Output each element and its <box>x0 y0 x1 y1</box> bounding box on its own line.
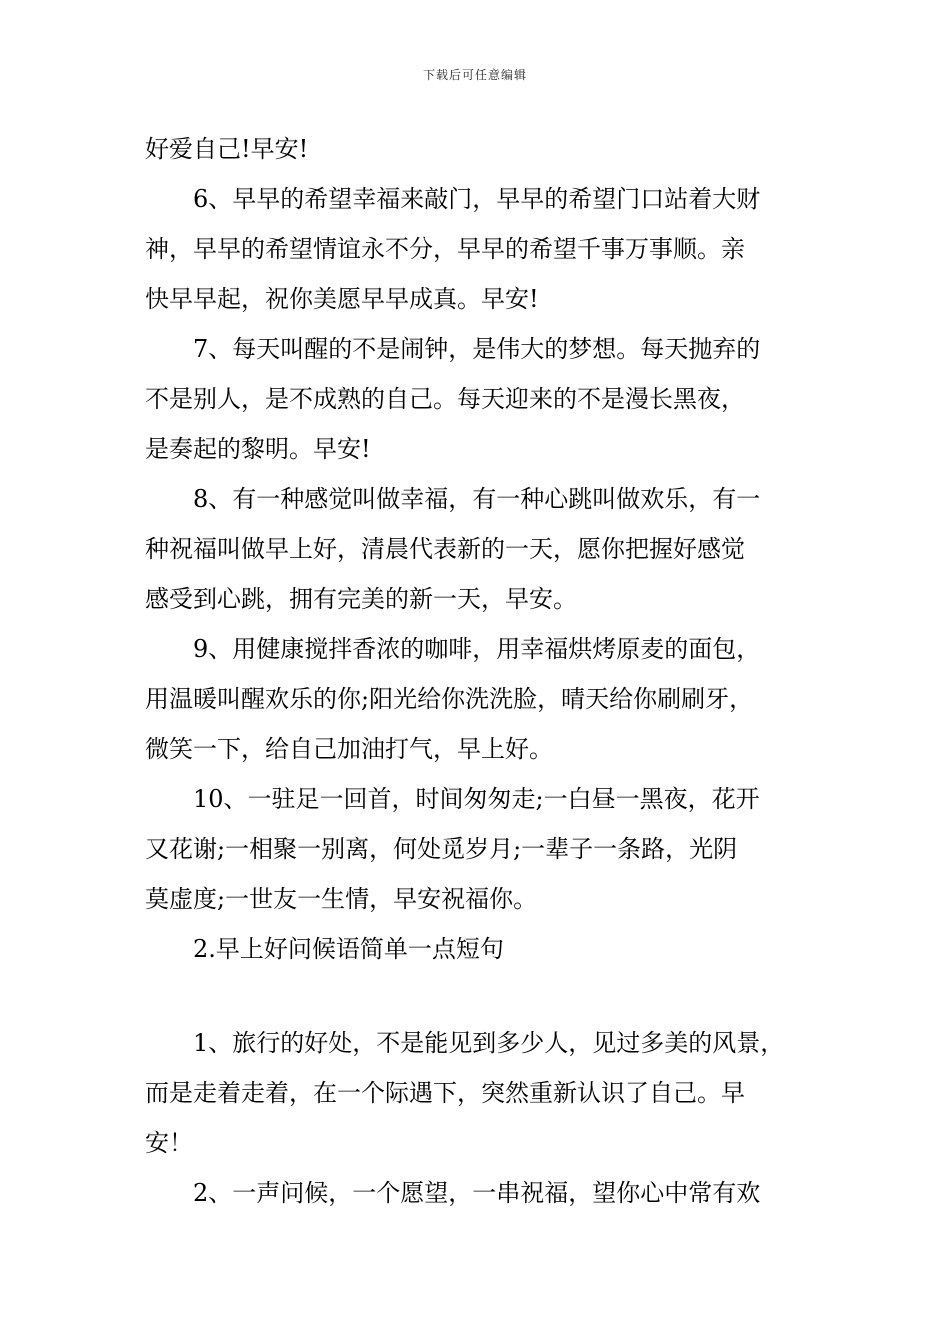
paragraph-9-line-1: 9、用健康搅拌香浓的咖啡，用幸福烘烤原麦的面包， <box>193 635 761 663</box>
paragraph-10-line-1: 10、一驻足一回首，时间匆匆走;一白昼一黑夜，花开 <box>193 785 760 813</box>
paragraph-9-line-3: 微笑一下，给自己加油打气，早上好。 <box>145 735 553 763</box>
paragraph-2-line-1: 2、一声问候，一个愿望，一串祝福，望你心中常有欢 <box>193 1179 761 1207</box>
paragraph-7-line-1: 7、每天叫醒的不是闹钟，是伟大的梦想。每天抛弃的 <box>193 335 761 363</box>
paragraph-6-line-2: 神，早早的希望情谊永不分，早早的希望千事万事顺。亲 <box>145 235 745 263</box>
paragraph-10-line-3: 莫虚度;一世友一生情，早安祝福你。 <box>145 885 538 913</box>
paragraph-8-line-2: 种祝福叫做早上好，清晨代表新的一天，愿你把握好感觉 <box>145 535 745 563</box>
paragraph-1-line-2: 而是走着走着，在一个际遇下，突然重新认识了自己。早 <box>145 1079 745 1107</box>
paragraph-8-line-1: 8、有一种感觉叫做幸福，有一种心跳叫做欢乐，有一 <box>193 485 761 513</box>
paragraph-9-line-2: 用温暖叫醒欢乐的你;阳光给你洗洗脸，晴天给你刷刷牙， <box>145 685 754 713</box>
paragraph-6-line-3: 快早早起，祝你美愿早早成真。早安! <box>145 285 539 313</box>
document-body <box>145 124 810 1218</box>
page-header: 下载后可任意编辑 <box>422 68 527 82</box>
paragraph-7-line-3: 是奏起的黎明。早安! <box>145 435 371 463</box>
section-gap <box>145 974 810 1018</box>
section-heading: 2.早上好问候语简单一点短句 <box>193 935 504 963</box>
paragraph-1-line-3: 安！ <box>145 1129 193 1157</box>
paragraph-1-line-1: 1、旅行的好处，不是能见到多少人，见过多美的风景， <box>193 1029 785 1057</box>
paragraph-8-line-3: 感受到心跳，拥有完美的新一天，早安。 <box>145 585 577 613</box>
paragraph-7-line-2: 不是别人，是不成熟的自己。每天迎来的不是漫长黑夜， <box>145 385 745 413</box>
paragraph-6-line-1: 6、早早的希望幸福来敲门，早早的希望门口站着大财 <box>193 185 761 213</box>
text-line: 好爱自己!早安! <box>145 135 309 163</box>
paragraph-10-line-2: 又花谢;一相聚一别离，何处觅岁月;一辈子一条路，光阴 <box>145 835 738 863</box>
